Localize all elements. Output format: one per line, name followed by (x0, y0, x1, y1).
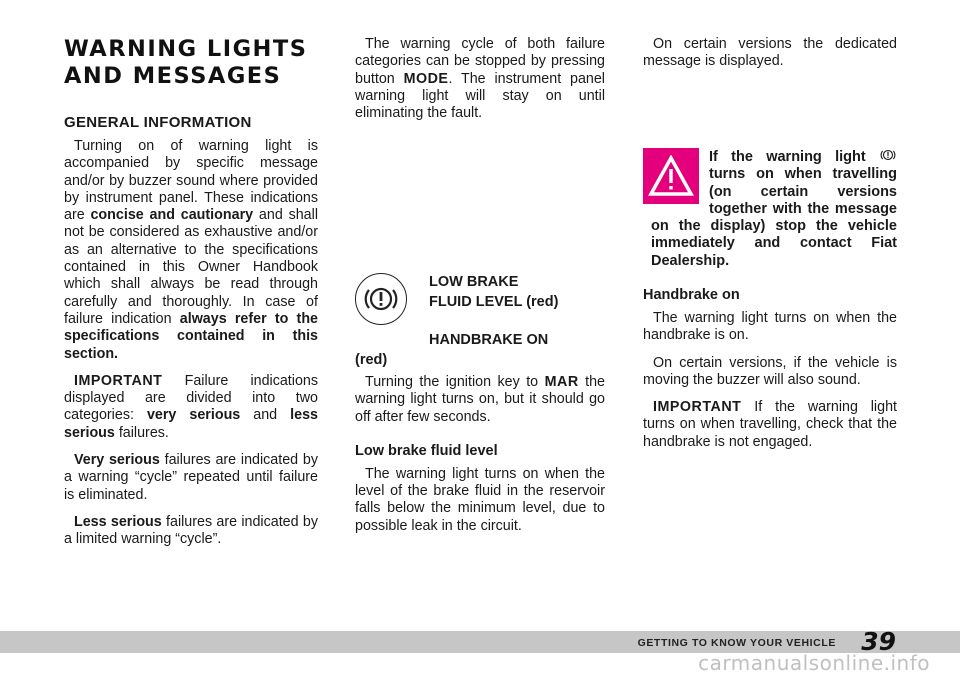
lamp-heading: (red) (355, 352, 388, 368)
section-heading: GENERAL INFORMATION (64, 114, 252, 131)
lamp-heading: LOW BRAKE FLUID LEVEL (red) (429, 274, 559, 310)
section-name: GETTING TO KNOW YOUR VEHICLE (637, 637, 836, 649)
brake-warning-icon (879, 148, 897, 162)
lamp-heading: HANDBRAKE ON (429, 332, 549, 348)
brake-section (355, 272, 605, 545)
paragraph: The warning cycle of both failure categories can be stopped by pressing button MODE. The instrument panel warning light will stay on until eliminating the fault. (355, 36, 605, 122)
warning-triangle-graphic (648, 155, 694, 197)
sub-heading: Handbrake on (643, 287, 740, 303)
column-3 (643, 36, 897, 81)
paragraph: IMPORTANT Failure indications displayed are divided into two categories: very serious and less serious failures. (64, 372, 318, 441)
paragraph: The warning light turns on when the level of the brake fluid in the reservoir falls below the minimum level, due to possible leak in the circuit. (355, 465, 605, 534)
paragraph: On certain versions, if the vehicle is moving the buzzer will also sound. (643, 354, 897, 388)
sub-heading: Low brake fluid level (355, 442, 498, 459)
paragraph: On certain versions the dedicated message is displayed. (643, 36, 897, 70)
column-1 (64, 36, 318, 559)
paragraph: IMPORTANT If the warning light turns on when travelling, check that the handbrake is not engaged. (643, 399, 897, 450)
paragraph: Less serious failures are indicated by a limited warning “cycle”. (64, 513, 318, 548)
page-number: 39 (861, 627, 896, 656)
footer-bar (0, 627, 960, 656)
paragraph: Very serious failures are indicated by a warning “cycle” repeated until failure is eliminated. (64, 452, 318, 503)
warning-box: If the warning light turns on when travelling (on certain versions together with the message on the display) stop the vehicle immediately and contact Fiat Dealership. (643, 148, 897, 270)
page-title: WARNING LIGHTS AND MESSAGES (64, 36, 308, 89)
paragraph: Turning on of warning light is accompanied by specific message and/or by buzzer sound where provided by instrument panel. These indications are concise and cautionary and shall not be considered as exhaustive and/or as an alternative to the specifications contained in this Owner Handbook which shall always be read through carefully and thoroughly. In case of failure indication always refer to the specifications contained in this section. (64, 138, 319, 362)
column-2 (355, 36, 605, 122)
paragraph: The warning light turns on when the handbrake is on. (643, 310, 897, 344)
watermark: carmanualsonline.info (698, 651, 930, 675)
warning-triangle-icon (643, 148, 699, 204)
handbrake-section (643, 286, 897, 461)
paragraph: Turning the ignition key to MAR the warning light turns on, but it should go off after few seconds. (355, 374, 605, 425)
